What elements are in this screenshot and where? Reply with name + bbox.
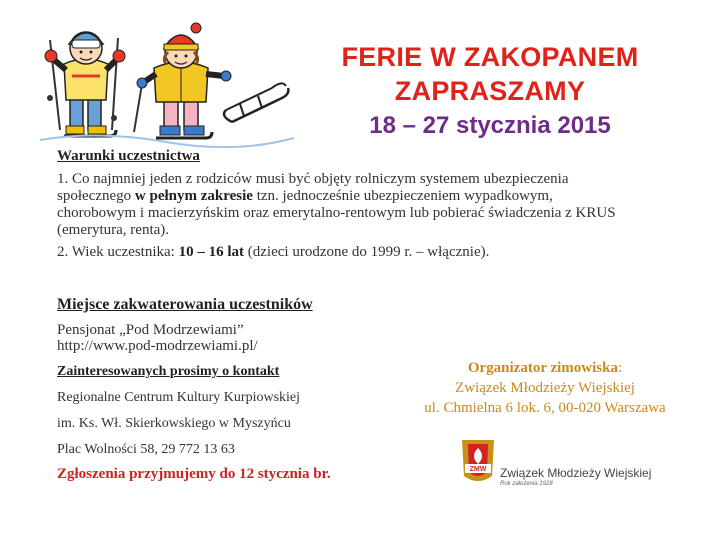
condition-line: 1. Co najmniej jeden z rodziców musi być objęty rolniczym systemem ubezpieczenia [57,171,569,187]
contact-line-1: Regionalne Centrum Kultury Kurpiowskiej [57,390,301,405]
contact-heading: Zainteresowanych prosimy o kontakt [57,364,280,379]
invitation-subtitle: ZAPRASZAMY [394,76,586,106]
condition-line: chorobowym i macierzyńskim oraz emerytalno-rentowym lub pobierać świadczenia z KRUS [57,205,616,221]
contact-line-2: im. Ks. Wł. Skierkowskiego w Myszyńcu [57,416,291,431]
full-scope-emphasis: w pełnym zakresie [134,188,253,204]
logo-founded: Rok założenia 1928 [500,481,553,487]
organizer-colon: : [617,360,623,376]
condition-line [57,188,677,205]
conditions-heading: Warunki uczestnictwa [57,148,200,164]
event-title: FERIE W ZAKOPANEM [341,42,639,72]
zmw-logo-emblem [458,436,498,486]
guesthouse-link[interactable]: http://www.pod-modrzewiami.pl/ [57,338,258,354]
organizer-label-line [400,360,690,377]
right-child-skier [134,23,231,138]
event-dates: 18 – 27 stycznia 2015 [369,112,611,139]
registration-deadline: Zgłoszenia przyjmujemy do 12 stycznia br. [57,466,331,482]
organizer-name: Związek Młodzieży Wiejskiej [455,380,635,396]
conditions-paragraph-2 [57,244,677,261]
logo-abbreviation: ZMW [469,466,487,473]
left-child-skier [45,32,125,136]
condition-line: (emerytura, renta). [57,222,170,238]
contact-line-3: Plac Wolności 58, 29 772 13 63 [57,442,235,457]
guesthouse-name: Pensjonat „Pod Modrzewiami” [57,322,244,338]
age-label: 2. Wiek uczestnika: [57,244,179,260]
accommodation-heading: Miejsce zakwaterowania uczestników [57,296,313,313]
kids-skiing-illustration [36,18,296,148]
age-note: (dzieci urodzone do 1999 r. – włącznie). [244,244,490,260]
condition-text: społecznego [57,188,135,204]
organizer-label: Organizator zimowiska [467,360,618,376]
sled-icon [224,83,288,122]
age-range: 10 – 16 lat [178,244,245,260]
logo-wordmark: Związek Młodzieży Wiejskiej [500,466,652,480]
condition-text: tzn. jednocześnie ubezpieczeniem wypadkowym, [252,188,553,204]
conditions-paragraph-1 [57,171,677,239]
organizer-address: ul. Chmielna 6 lok. 6, 00-020 Warszawa [424,400,666,416]
